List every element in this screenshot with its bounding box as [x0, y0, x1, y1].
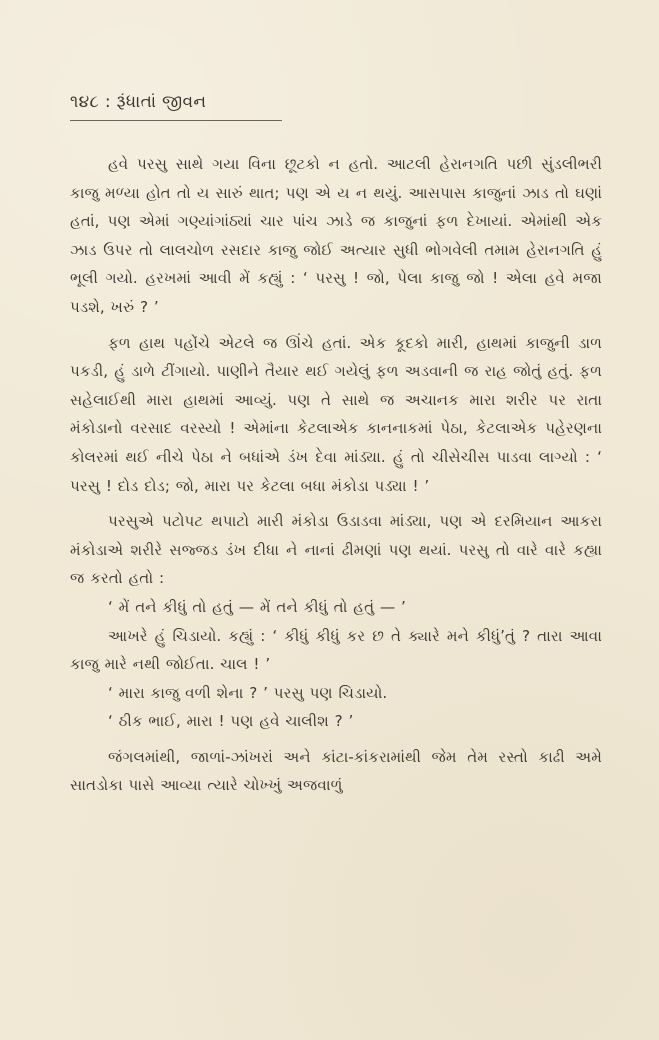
- dialogue-line: ‘ ઠીક ભાઈ, મારા ! પણ હવે ચાલીશ ? ’: [108, 712, 354, 731]
- dialogue-line: ‘ મેં તને કીધું તો હતું — મેં તને કીધું તો હતું — ’: [108, 597, 406, 616]
- paragraph: પરસુએ પટોપટ થપાટો મારી મંકોડા ઉડાડવા માંડ્યા, પણ એ દરમિયાન આકરા મંકોડાએ શરીરે સજ્જડ ડંખ દીધા ને નાનાં ઢીમણાં પણ થયાં. પરસુ તો વારે વારે કહ્યા જ કરતો હતો :: [70, 512, 602, 588]
- paragraph: આખરે હું ચિડાયો. કહ્યું : ‘ કીધું કીધું કર છ તે ક્યારે મને કીધું’તું ? તારા આવા કાજુ મારે નથી જોઈતા. ચાલ ! ’: [70, 626, 602, 674]
- paragraph: જંગલમાંથી, જાળાં-ઝાંખરાં અને કાંટા-કાંકરામાંથી જેમ તેમ રસ્તો કાઢી અમે સાતડોકા પાસે આવ્યા ત્યારે ચોખ્ખું અજવાળું: [70, 747, 602, 795]
- dialogue-line: ‘ મારા કાજુ વળી શેના ? ’ પરસુ પણ ચિડાયો.: [108, 683, 388, 702]
- body-text: [70, 150, 602, 807]
- paragraph: ફળ હાથ પહોંચે એટલે જ ઊંચે હતાં. એક કૂદકો મારી, હાથમાં કાજુની ડાળ પકડી, હું ડાળે ટીંગાયો. પાણીને તૈયાર થઈ ગયેલું ફળ અડવાની જ રાહ જોતું હતું. ફળ સહેલાઈથી મારા હાથમાં આવ્યું. પણ તે સાથે જ અચાનક મારા શરીર પર રાતા મંકોડાનો વરસાદ વરસ્યો ! એમાંના કેટલાએક કાનનાકમાં પેઠા, કેટલાએક પહેરણના કોલરમાં થઈ નીચે પેઠા ને બધાંએ ડંખ દેવા માંડ્યા. હું તો ચીસેચીસ પાડવા લાગ્યો : ‘ પરસુ ! દોડ દોડ; જો, મારા પર કેટલા બધા મંકોડા પડ્યા ! ’: [70, 333, 602, 495]
- header-rule: [70, 120, 282, 121]
- paragraph: હવે પરસુ સાથે ગયા વિના છૂટકો ન હતો. આટલી હેરાનગતિ પછી સુંડલીભરી કાજુ મળ્યા હોત તો ય સારું થાત; પણ એ ય ન થયું. આસપાસ કાજુનાં ઝાડ તો ઘણાં હતાં, પણ એમાં ગણ્યાંગાંઠ્યાં ચાર પાંચ ઝાડે જ કાજુનાં ફળ દેખાયાં. એમાંથી એક ઝાડ ઉપર તો લાલચોળ રસદાર કાજુ જોઈ અત્યાર સુધી ભોગવેલી તમામ હેરાનગતિ હું ભૂલી ગયો. હરખમાં આવી મેં કહ્યું : ‘ પરસુ ! જો, પેલા કાજુ જો ! એલા હવે મજા પડશે, ખરું ? ’: [70, 155, 602, 316]
- running-head: ૧૪૮ : રૂંધાતાં જીવન: [70, 92, 207, 112]
